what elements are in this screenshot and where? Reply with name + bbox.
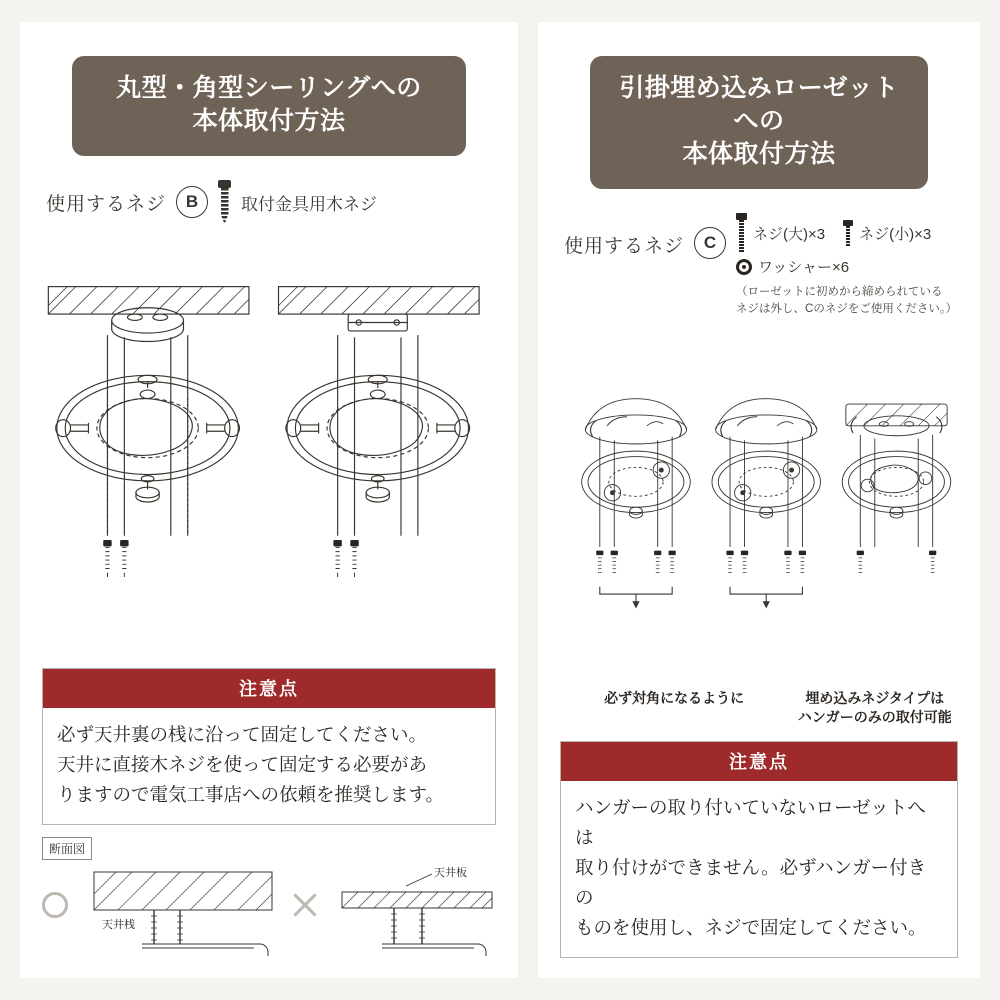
cross-section-tag: 断面図: [42, 837, 92, 860]
ceiling-joist-label: 天井桟: [102, 919, 135, 931]
legend-item-screw-small: [843, 220, 931, 246]
banner-line1: 引掛埋め込みローゼットへの: [619, 74, 899, 135]
screw-large-icon: [736, 213, 747, 253]
legend-item-label: ネジ(大)×3: [753, 225, 826, 243]
caution-line-1: 必ず天井裏の桟に沿って固定してください。: [57, 724, 428, 746]
screw-legend-right: [564, 213, 958, 317]
caution-line-2: 取り付けができません。必ずハンガー付きの: [575, 857, 927, 909]
legend-right-label: 取付金具用木ネジ: [241, 194, 378, 214]
illustration-ceiling-mount: [42, 230, 496, 662]
ceiling-board-label: 天井板: [434, 867, 467, 879]
caution-title: 注意点: [561, 742, 957, 781]
caution-body: [43, 708, 495, 824]
caption-embedded-line1: 埋め込みネジタイプは: [805, 690, 945, 707]
legend-note: [736, 284, 958, 317]
legend-note-line1: （ローゼットに初めから締められている: [736, 286, 943, 298]
legend-items: [736, 213, 958, 317]
panel-embedded-rosette: [538, 22, 980, 978]
caption-embedded-line2: ハンガーのみの取付可能: [797, 709, 952, 726]
banner-line1: 丸型・角型シーリングへの: [116, 74, 422, 102]
banner-line2: 本体取付方法: [192, 107, 346, 135]
panel-title-banner-right: [590, 56, 928, 189]
caution-line-1: ハンガーの取り付いていないローゼットへは: [575, 797, 926, 849]
screw-badge-c: C: [694, 227, 726, 259]
legend-item-washer: [736, 256, 954, 277]
ng-cross-icon: [290, 890, 320, 920]
panel-ceiling-mount: [20, 22, 518, 978]
legend-note-line2: ネジは外し、Cのネジをご使用ください。）: [736, 302, 958, 315]
caution-box-right: [560, 741, 958, 958]
caution-title: 注意点: [43, 669, 495, 708]
caution-box-left: [42, 668, 496, 825]
ceiling-mount-drawing: [42, 230, 496, 662]
caution-line-3: りますので電気工事店への依頼を推奨します。: [57, 784, 445, 806]
screw-small-icon: [843, 220, 853, 246]
caption-diagonal-text: 必ず対角になるように: [604, 690, 745, 707]
caution-line-2: 天井に直接木ネジを使って固定する必要があ: [57, 754, 428, 776]
ok-circle-icon: [42, 892, 68, 918]
caution-line-3: ものを使用し、ネジで固定してください。: [575, 917, 927, 939]
wood-screw-icon: [218, 180, 231, 224]
cross-section-area: [42, 837, 496, 958]
cross-section-ng-diagram: [336, 866, 496, 958]
legend-item-label: ワッシャー×6: [758, 259, 850, 276]
illustration-embedded-rosette: [560, 323, 958, 695]
legend-label: 使用するネジ: [564, 236, 685, 257]
legend-item-screw-large: [736, 213, 825, 253]
legend-item-label: ネジ(小)×3: [859, 225, 932, 243]
screw-badge-b: B: [176, 186, 208, 218]
washer-icon: [736, 259, 752, 275]
rosette-drawing: [560, 323, 958, 695]
banner-line2: 本体取付方法: [682, 140, 836, 168]
screw-legend-left: [46, 180, 492, 224]
legend-label: 使用するネジ: [46, 193, 167, 215]
cross-section-ok-diagram: [84, 866, 274, 958]
panel-title-banner-left: [72, 56, 466, 156]
caution-body: [561, 781, 957, 957]
